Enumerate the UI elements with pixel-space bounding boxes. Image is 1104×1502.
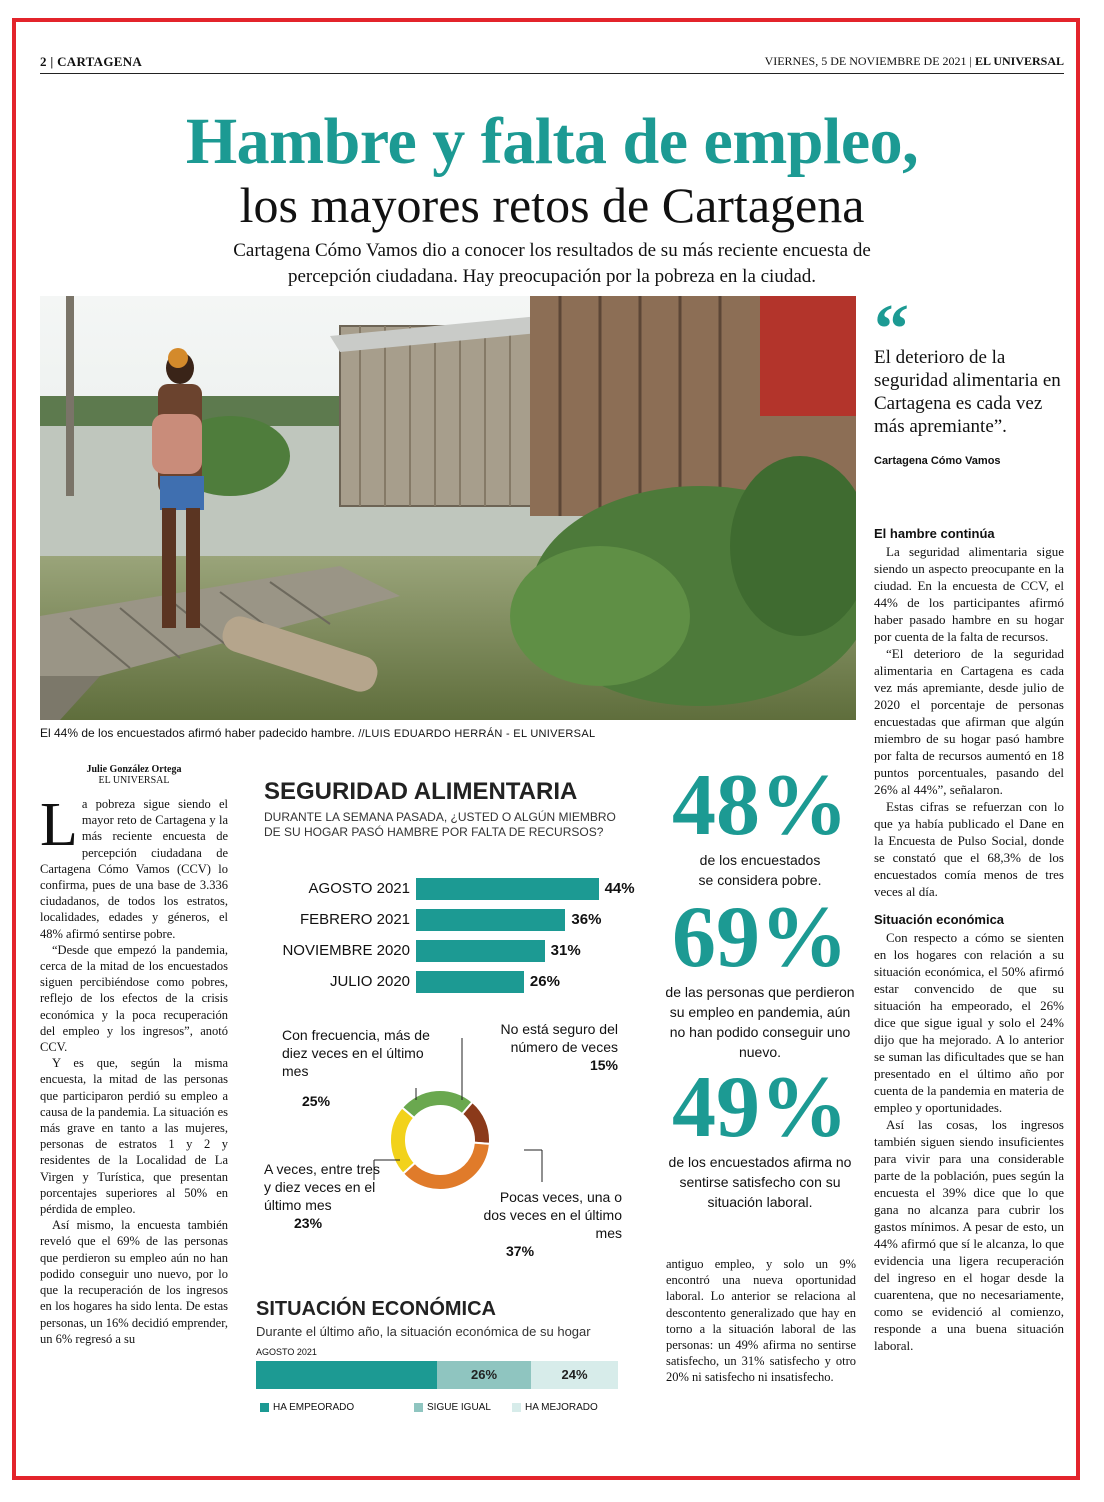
bar	[416, 940, 545, 962]
drop-cap: L	[40, 791, 78, 859]
bar-row	[266, 938, 666, 964]
legend-label: HA MEJORADO	[525, 1402, 598, 1413]
stat-laboral	[664, 1059, 856, 1212]
situacion-title: SITUACIÓN ECONÓMICA	[256, 1298, 496, 1320]
graphic-title: SEGURIDAD ALIMENTARIA	[264, 778, 578, 805]
donut-label-value: 37%	[506, 1243, 535, 1259]
newspaper-name: EL UNIVERSAL	[974, 54, 1064, 68]
stat-pobre	[664, 757, 856, 890]
bar	[416, 909, 565, 931]
stacked-segment: 26%	[437, 1361, 531, 1389]
legend-swatch	[414, 1403, 423, 1412]
subhead-situacion: Situación económica	[874, 912, 1005, 927]
donut-label-value: 23%	[294, 1215, 323, 1231]
photo-illustration	[40, 296, 856, 720]
stacked-segment: 24%	[531, 1361, 618, 1389]
donut-label-text: A veces, entre tres y diez veces en el último mes	[264, 1161, 380, 1213]
author-outlet: EL UNIVERSAL	[98, 775, 170, 786]
pull-quote-source: Cartagena Cómo Vamos	[874, 455, 1001, 467]
issue-date: VIERNES, 5 DE NOVIEMBRE DE 2021 |	[764, 54, 972, 68]
stat-text: de los encuestados se considera pobre.	[698, 852, 822, 888]
stat-value: 69%	[672, 889, 848, 986]
bar-row	[266, 907, 666, 933]
legend-label: HA EMPEORADO	[273, 1402, 355, 1413]
bar-value-label: 36%	[571, 911, 602, 928]
paragraph: a pobreza sigue siendo el mayor reto de Cartagena y la más reciente encuesta de percepción ciudadana de Cartagena Cómo Vamos (CCV) lo confirma, pues de una base de 3.336 ciudadanos, de todos los estratos, localidades, edades y géneros, el 48% afirmó sentirse pobre.	[40, 797, 228, 941]
author-name: Julie González Ortega	[86, 764, 182, 775]
pull-quote: El deterioro de la seguridad alimentaria en Cartagena es cada vez más apremiante”.	[874, 347, 1061, 437]
paragraph: “Desde que empezó la pandemia, cerca de la mitad de los encuestados siguen percibiéndose como pobres, reflejo de los efectos de la crisis económica y la poca recuperación del empleo y los ingresos”, anotó CCV.	[40, 942, 228, 1055]
bar-value-label: 26%	[529, 973, 560, 990]
stat-empleo	[664, 889, 856, 1062]
stat-text: de las personas que perdieron su empleo en pandemia, aún no han podido conseguir uno nuevo.	[665, 984, 855, 1060]
stat-text: de los encuestados afirma no sentirse satisfecho con su situación laboral.	[668, 1154, 852, 1210]
donut-label-no-seguro	[478, 1020, 618, 1074]
header-rule	[40, 73, 1064, 74]
date-line	[765, 54, 1064, 69]
paragraph: Así mismo, la encuesta también reveló que el 69% de las personas que perdieron su empleo aún no han podido conseguir uno nuevo, por lo que la recuperación de los ingresos en los hogares ha sido lenta. De estas personas, un 16% decidió emprender, un 6% regresó a su	[40, 1218, 228, 1346]
donut-label-value: 25%	[302, 1093, 331, 1109]
headline-secondary: los mayores retos de Cartagena	[239, 177, 865, 233]
donut-label-text: No está seguro del número de veces	[500, 1021, 618, 1055]
bar-value-label: 31%	[550, 942, 581, 959]
legend-mejorado	[512, 1402, 598, 1413]
stat-value: 49%	[672, 1059, 848, 1156]
deck: Cartagena Cómo Vamos dio a conocer los resultados de su más reciente encuesta de percepción ciudadana. Hay preocupación por la pobreza en la ciudad.	[233, 240, 871, 287]
headline-main: Hambre y falta de empleo,	[185, 105, 919, 178]
bar-row	[266, 876, 666, 902]
paragraph: “El deterioro de la seguridad alimentaria en Cartagena es cada vez más apremiante, desde julio de 2020 el porcentaje de personas encuestadas que afirman que algún miembro de su hogar pasó hambre por falta de recursos aumentó en 18 puntos porcentuales, pasando del 26% al 44%”, señalaron.	[874, 646, 1064, 797]
donut-label-a-veces	[264, 1160, 384, 1232]
bar-value-label: 44%	[604, 880, 635, 897]
paragraph: Con respecto a cómo se sienten en los hogares con relación a su situación económica, el 50% afirmó estar convencido de que su situación ha empeorado, el 26% dice que sigue igual y solo el 24% dijo que ha mejorado. A lo anterior se suman las dificultades que se han presentado en el último año por cuenta de la pandemia en materia de empleo y oportunidades.	[874, 930, 1064, 1115]
bar-category-label: FEBRERO 2021	[299, 911, 410, 928]
paragraph: antiguo empleo, y solo un 9% encontró una nueva oportunidad laboral. Lo anterior se relaciona al descontento generalizado que hay en torno a la situación laboral de las personas: un 49% afirma no sentirse satisfecho, un 31% satisfecho y otro 20% ni satisfecho ni insatisfecho.	[666, 1257, 856, 1385]
situacion-stacked-bar	[256, 1361, 618, 1389]
paragraph: La seguridad alimentaria sigue siendo un aspecto preocupante en la ciudad. En la encuesta de CCV, el 44% de los participantes afirmó haber pasado hambre en su hogar por cuenta de la falta de recursos.	[874, 544, 1064, 644]
donut-label-value: 15%	[589, 1057, 618, 1073]
article-column-right	[874, 520, 1064, 1354]
legend-swatch	[260, 1403, 269, 1412]
lead-photo	[40, 296, 856, 720]
bar-category-label: NOVIEMBRE 2020	[282, 942, 410, 959]
paragraph: Y es que, según la misma encuesta, la mitad de las personas que participaron perdió su empleo a causa de la pandemia. La situación es más grave en tanto a las mujeres, personas de estratos 1 y 2 y residentes de la Localidad de La Virgen y Turística, que presentan porcentajes superiores al 50% en pérdida de empleo.	[40, 1056, 228, 1217]
article-column-middle	[666, 1256, 856, 1386]
bar-category-label: AGOSTO 2021	[308, 880, 410, 897]
caption-text: El 44% de los encuestados afirmó haber padecido hambre.	[40, 726, 355, 740]
article-column-left	[40, 791, 228, 1347]
section-label: 2 | CARTAGENA	[40, 54, 143, 69]
stat-value: 48%	[672, 757, 848, 854]
bar	[416, 878, 599, 900]
situacion-subtitle: Durante el último año, la situación económica de su hogar	[256, 1324, 591, 1339]
donut-label-frecuencia	[282, 1026, 432, 1110]
donut-label-pocas-veces	[476, 1188, 622, 1260]
bar-row	[266, 969, 666, 995]
photo-caption	[40, 726, 856, 740]
paragraph: Estas cifras se refuerzan con lo que ya había publicado el Dane en la Encuesta de Pulso Social, donde se constató que el 68,3% de los encuestados comía menos de tres veces al día.	[874, 799, 1064, 899]
paragraph: Así las cosas, los ingresos también siguen siendo insuficientes para vivir para una considerable parte de la población, pues según la encuesta el 39% dice que lo que gana no alcanza para cubrir los gastos mínimos. A pesar de esto, un 44% afirmó que sí le alcanza, lo que evidencia una ligera recuperación del ingreso en el hogar desde la cuarentena, que no necesariamente, como se evidenció al comienzo, responde a una buena situación laboral.	[874, 1117, 1064, 1353]
quote-mark-icon: “	[874, 291, 909, 368]
graphic-subtitle: DURANTE LA SEMANA PASADA, ¿USTED O ALGÚN MIEMBRO DE SU HOGAR PASÓ HAMBRE POR FALTA DE RECURSOS?	[264, 810, 616, 839]
legend-label: SIGUE IGUAL	[427, 1402, 491, 1413]
donut-label-text: Pocas veces, una o dos veces en el último mes	[483, 1189, 622, 1241]
situacion-period: AGOSTO 2021	[256, 1347, 317, 1357]
bar	[416, 971, 524, 993]
legend-swatch	[512, 1403, 521, 1412]
donut-label-text: Con frecuencia, más de diez veces en el último mes	[282, 1027, 430, 1079]
subhead-hambre: El hambre continúa	[874, 526, 995, 541]
stacked-segment	[256, 1361, 437, 1389]
photo-credit: //LUIS EDUARDO HERRÁN - EL UNIVERSAL	[358, 728, 596, 740]
bar-category-label: JULIO 2020	[329, 973, 410, 990]
byline	[40, 764, 228, 786]
legend-igual	[414, 1402, 491, 1413]
legend-empeorado	[260, 1402, 354, 1413]
